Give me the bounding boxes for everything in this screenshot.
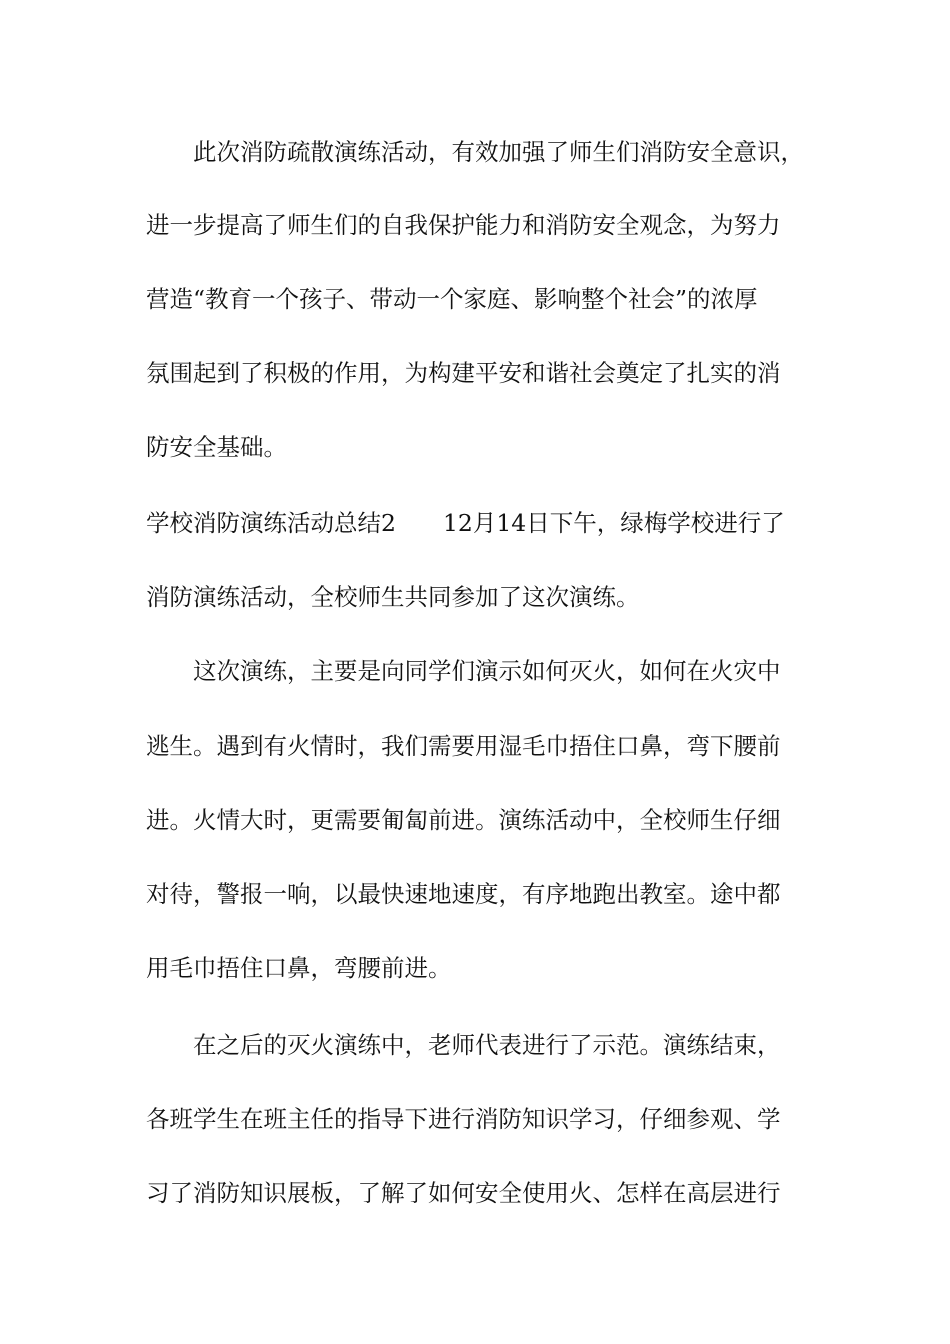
text-line: 用毛巾捂住口鼻，弯腰前进。 [146,954,452,982]
text-line: 各班学生在班主任的指导下进行消防知识学习，仔细参观、学 [146,1105,781,1133]
text-line: 氛围起到了积极的作用，为构建平安和谐社会奠定了扎实的消 [146,359,781,387]
text-line: 消防演练活动，全校师生共同参加了这次演练。 [146,583,640,611]
text-line: 进一步提高了师生们的自我保护能力和消防安全观念，为努力 [146,211,781,239]
text-line: 进。火情大时，更需要匍匐前进。演练活动中，全校师生仔细 [146,806,781,834]
text-line: 习了消防知识展板，了解了如何安全使用火、怎样在高层进行 [146,1179,781,1207]
section-heading-line: 学校消防演练活动总结2 12月14日下午，绿梅学校进行了 [146,509,785,537]
text-line: 这次演练，主要是向同学们演示如何灭火，如何在火灾中 [193,657,781,685]
text-line: 对待，警报一响，以最快速地速度，有序地跑出教室。途中都 [146,880,781,908]
text-line: 此次消防疏散演练活动，有效加强了师生们消防安全意识， [193,138,804,166]
text-line: 防安全基础。 [146,433,287,461]
text-line: 逃生。遇到有火情时，我们需要用湿毛巾捂住口鼻，弯下腰前 [146,732,781,760]
text-line: 在之后的灭火演练中，老师代表进行了示范。演练结束， [193,1031,781,1059]
text-line: 营造“教育一个孩子、带动一个家庭、影响整个社会”的浓厚 [146,285,758,313]
